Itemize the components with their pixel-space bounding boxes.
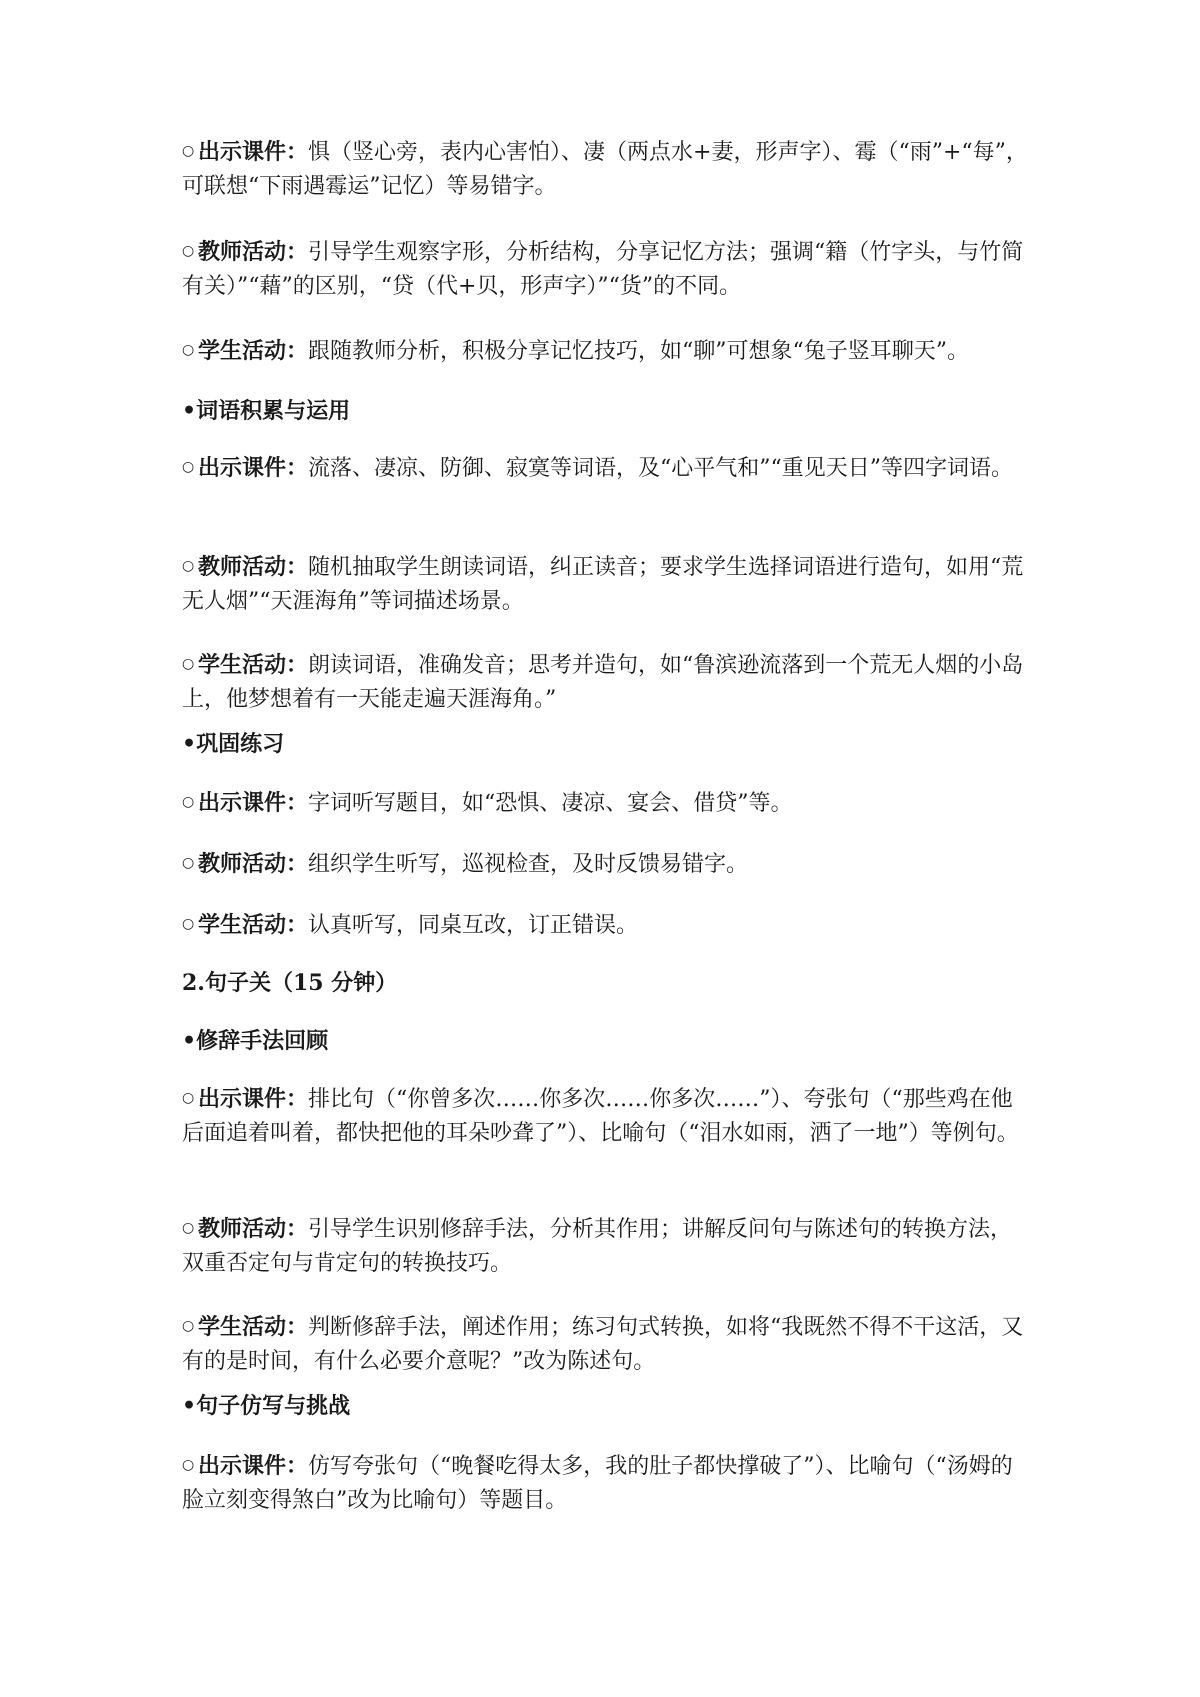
- circle-bullet-icon: ○: [182, 243, 195, 259]
- list-item: [182, 1310, 1032, 1379]
- item-label: 出示课件：: [198, 1086, 309, 1112]
- section-heading: [182, 1389, 350, 1423]
- circle-bullet-icon: ○: [182, 459, 195, 475]
- item-text: 字词听写题目，如“恐惧、凄凉、宴会、借贷”等。: [308, 791, 793, 816]
- item-text: 引导学生识别修辞手法，分析其作用；讲解反问句与陈述句的转换方法，双重否定句与肯定句的转换技巧。: [182, 1217, 1013, 1276]
- circle-bullet-icon: ○: [182, 916, 195, 932]
- section-heading: [182, 727, 284, 761]
- item-label: 教师活动：: [198, 1216, 309, 1242]
- item-text: 引导学生观察字形，分析结构，分享记忆方法；强调“籍（竹字头，与竹简有关）”“藉”的区别，“贷（代+贝，形声字）”“货”的不同。: [182, 240, 1024, 299]
- item-text: 惧（竖心旁，表内心害怕）、凄（两点水+妻，形声字）、霉（“雨”+“每”，可联想“下雨遇霉运”记忆）等易错字。: [182, 140, 1028, 199]
- bullet-dot-icon: •: [182, 1028, 197, 1054]
- item-text: 随机抽取学生朗读词语，纠正读音；要求学生选择词语进行造句，如用“荒无人烟”“天涯海角”等词描述场景。: [182, 555, 1024, 614]
- item-label: 教师活动：: [198, 239, 309, 265]
- list-item: [182, 451, 1032, 486]
- item-text: 排比句（“你曾多次……你多次……你多次……”）、夸张句（“那些鸡在他后面追着叫着，都快把他的耳朵吵聋了”）、比喻句（“泪水如雨，洒了一地”）等例句。: [182, 1087, 1019, 1146]
- item-label: 出示课件：: [198, 1453, 309, 1479]
- circle-bullet-icon: ○: [182, 1457, 195, 1473]
- item-text: 朗读词语，准确发音；思考并造句，如“鲁滨逊流落到一个荒无人烟的小岛上，他梦想着有一天能走遍天涯海角。”: [182, 653, 1024, 712]
- section-heading: [182, 394, 350, 428]
- heading-text: 2.句子关（15 分钟）: [182, 970, 398, 996]
- circle-bullet-icon: ○: [182, 143, 195, 159]
- heading-text: 句子仿写与挑战: [196, 1393, 351, 1419]
- list-item: [182, 648, 1032, 717]
- circle-bullet-icon: ○: [182, 1220, 195, 1236]
- list-item: [182, 1082, 1032, 1151]
- section-heading: [182, 966, 397, 1000]
- list-item: [182, 1449, 1032, 1518]
- item-label: 出示课件：: [198, 790, 309, 816]
- section-heading: [182, 1024, 328, 1058]
- item-text: 流落、凄凉、防御、寂寞等词语，及“心平气和”“重见天日”等四字词语。: [308, 456, 1014, 481]
- circle-bullet-icon: ○: [182, 342, 195, 358]
- list-item: [182, 1212, 1032, 1281]
- bullet-dot-icon: •: [182, 398, 197, 424]
- item-text: 跟随教师分析，积极分享记忆技巧，如“聊”可想象“兔子竖耳聊天”。: [308, 339, 970, 364]
- list-item: [182, 235, 1032, 304]
- list-item: [182, 847, 1032, 882]
- item-text: 组织学生听写，巡视检查，及时反馈易错字。: [308, 852, 749, 877]
- circle-bullet-icon: ○: [182, 558, 195, 574]
- circle-bullet-icon: ○: [182, 656, 195, 672]
- list-item: [182, 334, 1032, 369]
- item-label: 学生活动：: [198, 1314, 309, 1340]
- circle-bullet-icon: ○: [182, 1318, 195, 1334]
- item-text: 认真听写，同桌互改，订正错误。: [308, 913, 639, 938]
- item-label: 教师活动：: [198, 554, 309, 580]
- item-text: 仿写夸张句（“晚餐吃得太多，我的肚子都快撑破了”）、比喻句（“汤姆的脸立刻变得煞白”改为比喻句）等题目。: [182, 1454, 1013, 1513]
- heading-text: 词语积累与运用: [196, 398, 351, 424]
- bullet-dot-icon: •: [182, 1393, 197, 1419]
- list-item: [182, 550, 1032, 619]
- circle-bullet-icon: ○: [182, 855, 195, 871]
- item-label: 出示课件：: [198, 139, 309, 165]
- circle-bullet-icon: ○: [182, 1090, 195, 1106]
- item-label: 出示课件：: [198, 455, 309, 481]
- circle-bullet-icon: ○: [182, 794, 195, 810]
- item-label: 学生活动：: [198, 912, 309, 938]
- list-item: [182, 786, 1032, 821]
- item-label: 学生活动：: [198, 338, 309, 364]
- item-text: 判断修辞手法，阐述作用；练习句式转换，如将“我既然不得不干这活，又有的是时间，有什么必要介意呢？”改为陈述句。: [182, 1315, 1024, 1374]
- list-item: [182, 135, 1032, 204]
- item-label: 学生活动：: [198, 652, 309, 678]
- item-label: 教师活动：: [198, 851, 309, 877]
- heading-text: 巩固练习: [196, 731, 285, 757]
- heading-text: 修辞手法回顾: [196, 1028, 329, 1054]
- bullet-dot-icon: •: [182, 731, 197, 757]
- list-item: [182, 908, 1032, 943]
